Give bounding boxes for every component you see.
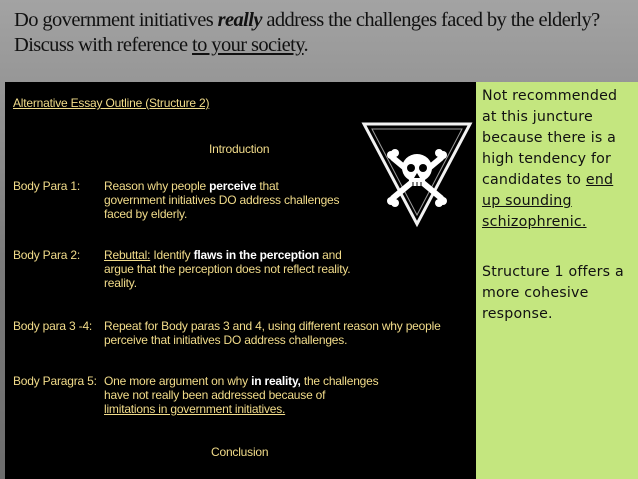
body1-line1a: Reason why people bbox=[104, 179, 210, 193]
body34-label: Body para 3 -4: bbox=[13, 319, 93, 333]
body2-line3: reality. bbox=[104, 276, 137, 290]
note-line-4: high tendency for bbox=[482, 151, 612, 167]
body1-line1 bbox=[104, 179, 279, 193]
body5-line1c: the challenges bbox=[300, 374, 379, 388]
rebuttal-label: Rebuttal: bbox=[104, 248, 151, 262]
conclusion-label: Conclusion bbox=[211, 445, 269, 459]
body5-line1 bbox=[104, 374, 378, 388]
note-line-5 bbox=[482, 170, 638, 191]
body2-line1c: and bbox=[319, 248, 342, 262]
introduction-label: Introduction bbox=[209, 142, 270, 156]
note-line-9: more cohesive bbox=[482, 285, 589, 301]
body2-flaws: flaws in the perception bbox=[193, 248, 320, 262]
body5-line2: have not really been addressed because of bbox=[104, 388, 326, 402]
body5-line1a: One more argument on why bbox=[104, 374, 252, 388]
body5-label: Body Paragra 5: bbox=[13, 374, 97, 388]
body2-label: Body Para 2: bbox=[13, 248, 80, 262]
body5-line3: limitations in government initiatives. bbox=[104, 402, 286, 416]
title-emphasis: really bbox=[217, 9, 262, 31]
outline-heading: Alternative Essay Outline (Structure 2) bbox=[13, 96, 210, 110]
body1-line3: faced by elderly. bbox=[104, 207, 188, 221]
body2-line1 bbox=[104, 248, 342, 262]
note-line-10: response. bbox=[482, 306, 553, 322]
note-line-6: up sounding bbox=[482, 193, 572, 209]
body34-line2: perceive that initiatives DO address challenges. bbox=[104, 333, 348, 347]
title-part1: Do government initiatives bbox=[14, 9, 218, 31]
body1-perceive: perceive bbox=[209, 179, 257, 193]
note-line-5b: end bbox=[585, 172, 614, 188]
note-line-8: Structure 1 offers a bbox=[482, 264, 624, 280]
body2-line1a: Identify bbox=[150, 248, 194, 262]
note-line-3: because there is a bbox=[482, 130, 617, 146]
note-line-7: schizophrenic. bbox=[482, 214, 587, 230]
body34-line1: Repeat for Body paras 3 and 4, using different reason why people bbox=[104, 319, 441, 333]
title-end: . bbox=[303, 34, 309, 56]
skull-crossbones-triangle-icon bbox=[358, 120, 476, 228]
body1-line2: government initiatives DO address challenges bbox=[104, 193, 340, 207]
note-line-5a: candidates to bbox=[482, 172, 586, 188]
note-panel bbox=[476, 82, 638, 479]
body1-label: Body Para 1: bbox=[13, 179, 80, 193]
note-line-1: Not recommended bbox=[482, 88, 618, 104]
body2-line2: argue that the perception does not reflect reality. bbox=[104, 262, 351, 276]
body5-in-reality: in reality, bbox=[251, 374, 301, 388]
note-line-2: at this juncture bbox=[482, 109, 593, 125]
slide-title bbox=[14, 8, 614, 58]
title-underlined: to your society bbox=[192, 34, 304, 56]
body1-line1c: that bbox=[256, 179, 279, 193]
title-part2: address the challenges faced by the elderly? Discuss with reference bbox=[14, 9, 600, 56]
